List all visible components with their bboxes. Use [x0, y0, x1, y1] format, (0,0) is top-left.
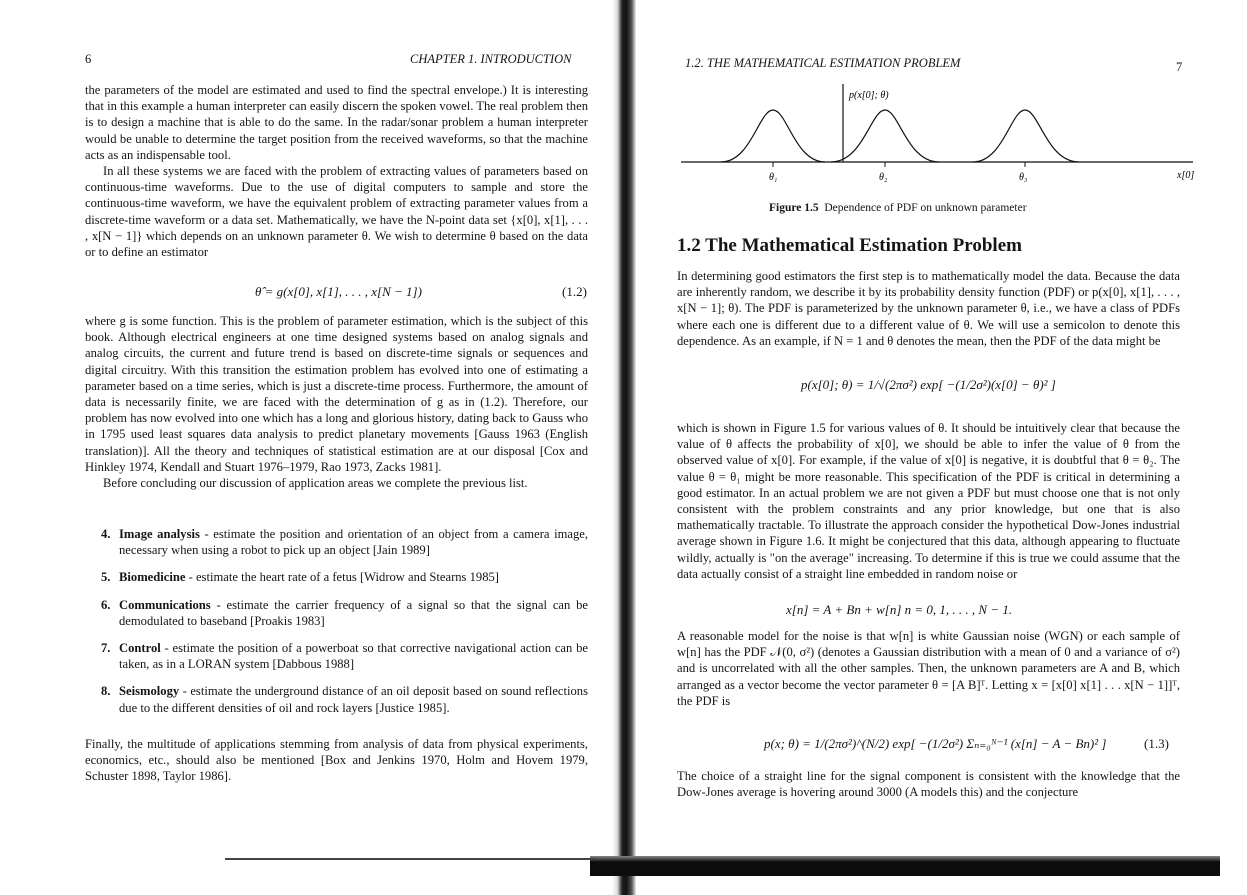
- equation-number: (1.2): [562, 284, 587, 299]
- paragraph: which is shown in Figure 1.5 for various values of θ. It should be intuitively clear that because the value of θ affects the probability of x[0], we should be able to infer the value of θ from the observed value of x[0]. For example, if the value of x[0] is negative, it is doubtful that θ = θ₂. The value θ = θ₁ might be more reasonable. This specification of the PDF is critical in determining a good estimator. In an actual problem we are not given a PDF but must choose one that is not only consistent with the problem constraints and any prior knowledge, but one that is also mathematically tractable. To illustrate the approach consider the hypothetical Dow-Jones industrial average shown in Figure 1.6. It might be conjectured that this data, although appearing to fluctuate wildly, actually is "on the average" increasing. To determine if this is true we could assume that the data actually consist of a straight line embedded in random noise or: [677, 421, 1180, 581]
- equation-pdf: p(x[0]; θ) = 1/√(2πσ²) exp[ −(1/2σ²)(x[0] − θ)² ]: [801, 377, 1056, 392]
- paragraph: The choice of a straight line for the signal component is consistent with the knowledge that the Dow-Jones average is hovering around 3000 (A models this) and the conjecture: [677, 769, 1180, 800]
- list-item-number: 7.: [101, 641, 111, 656]
- figure-1-5: [681, 80, 1201, 190]
- x-axis-label: x[0]: [1177, 170, 1195, 181]
- list-item-title: Communications: [119, 597, 211, 612]
- page-number: 6: [85, 52, 92, 66]
- right-body-lower: [677, 628, 1180, 709]
- right-body-bottom: [677, 768, 1180, 800]
- equation-line-model: x[n] = A + Bn + w[n] n = 0, 1, . . . , N − 1.: [786, 602, 1013, 617]
- application-list: [85, 526, 588, 727]
- tick-label: θ₂: [879, 172, 888, 183]
- section-heading: 1.2 The Mathematical Estimation Problem: [677, 235, 1022, 256]
- left-body-middle: [85, 313, 588, 491]
- equation-1-3: p(x; θ) = 1/(2πσ²)^(N/2) exp[ −(1/2σ²) Σₙ₌₀ᴺ⁻¹ (x[n] − A − Bn)² ]: [764, 736, 1107, 751]
- list-item-number: 5.: [101, 570, 111, 585]
- list-item: [85, 640, 588, 672]
- equation-number: (1.3): [1144, 736, 1169, 751]
- list-item-title: Image analysis: [119, 527, 200, 541]
- right-body-top: [677, 268, 1180, 349]
- list-item-text: - estimate the heart rate of a fetus [Widrow and Stearns 1985]: [185, 570, 499, 585]
- left-page: [0, 0, 612, 895]
- list-item-title: Biomedicine: [119, 570, 186, 585]
- left-body-top: [85, 82, 588, 260]
- pdf-curve-theta2: [831, 110, 939, 162]
- book-binding: [612, 0, 636, 895]
- paragraph: Finally, the multitude of applications stemming from analysis of data from physical experiments, economics, etc., should also be mentioned [Box and Jenkins 1970, Holm and Hovem 1979, Schuster 1898, Taylor 1986].: [85, 737, 588, 784]
- list-item-number: 4.: [101, 527, 111, 541]
- pdf-curve-theta1: [721, 110, 825, 162]
- list-item-text: - estimate the position of a powerboat so that corrective navigational action can be taken, as in a LORAN system [Dabbous 1988]: [119, 641, 588, 672]
- list-item-number: 6.: [101, 597, 111, 612]
- y-axis-label: p(x[0]; θ): [849, 90, 889, 101]
- list-item: [85, 683, 588, 715]
- list-item-title: Control: [119, 641, 161, 656]
- list-item: [85, 597, 588, 629]
- list-item-text: - estimate the carrier frequency of a signal so that the signal can be demodulated to baseband [Proakis 1983]: [119, 597, 588, 628]
- running-head: CHAPTER 1. INTRODUCTION: [410, 52, 572, 66]
- running-head: 1.2. THE MATHEMATICAL ESTIMATION PROBLEM: [685, 56, 961, 70]
- paragraph: the parameters of the model are estimated and used to find the spectral envelope.) It is interesting that in this example a human interpreter can easily discern the spoken vowel. The real problem then is to design a machine that is able to do the same. In the radar/sonar problem a human interpreter would be unable to determine the target position from the received waveforms, so that the machine acts as an indispensable tool.: [85, 83, 588, 162]
- tick-label: θ₃: [1019, 172, 1028, 183]
- right-page: [636, 0, 1247, 895]
- list-item-text: - estimate the underground distance of an oil deposit based on sound reflections due to the different densities of oil and rock layers [Justice 1985].: [119, 684, 588, 715]
- list-item: [85, 526, 588, 558]
- caption-text: Dependence of PDF on unknown parameter: [824, 202, 1027, 214]
- list-item-number: 8.: [101, 684, 111, 699]
- tick-label: θ₁: [769, 172, 778, 183]
- paragraph: In all these systems we are faced with the problem of extracting values of parameters based on continuous-time waveforms. Due to the use of digital computers to sample and store the continuous-time waveform, we have the equivalent problem of extracting parameter values from a discrete-time waveform or a data set. Mathematically, we have the N-point data set {x[0], x[1], . . . , x[N − 1]} which depends on an unknown parameter θ. We wish to determine θ based on the data or to define an estimator: [85, 164, 588, 260]
- left-body-bottom: [85, 736, 588, 785]
- list-item-title: Seismology: [119, 684, 180, 699]
- page-number: 7: [1176, 60, 1183, 74]
- equation-1-2: θ̂ = g(x[0], x[1], . . . , x[N − 1]): [255, 284, 422, 299]
- list-item-text: - estimate the position and orientation of an object from a camera image, necessary when using a robot to pick up an object [Jain 1989]: [119, 527, 588, 558]
- pdf-curve-theta3: [973, 110, 1079, 162]
- paragraph: A reasonable model for the noise is that w[n] is white Gaussian noise (WGN) or each sample of w[n] has the PDF 𝒩(0, σ²) (denotes a Gaussian distribution with a mean of 0 and a variance of σ²) and is uncorrelated with all the other samples. Then, the unknown parameters are A and B, which arranged as a vector become the vector parameter θ = [A B]ᵀ. Letting x = [x[0] x[1] . . . x[N − 1]]ᵀ, the PDF is: [677, 629, 1180, 708]
- caption-label: Figure 1.5: [769, 202, 819, 214]
- paragraph: where g is some function. This is the problem of parameter estimation, which is the subject of this book. Although electrical engineers at one time designed systems based on analog signals and analog circuits, the current and future trend is based on discrete-time signals or sequences and digital circuitry. With this transition the estimation problem has evolved into one of estimating a parameter based on a time series, which is just a discrete-time process. Furthermore, the amount of data is necessarily finite, we are faced with the determination of g as in (1.2). Therefore, our problem has now evolved into one which has a long and glorious history, dating back to Gauss who in 1795 used least squares data analysis to predict planetary movements [Gauss 1963 (English translation)]. All the theory and techniques of statistical estimation are at our disposal [Cox and Hinkley 1974, Kendall and Stuart 1976–1979, Rao 1973, Zacks 1981].: [85, 314, 588, 474]
- figure-caption: [769, 202, 1027, 214]
- list-item: [85, 569, 588, 585]
- paragraph: In determining good estimators the first step is to mathematically model the data. Because the data are inherently random, we describe it by its probability density function (PDF) or p(x[0], x[1], . . . , x[N − 1]; θ). The PDF is parameterized by the unknown parameter θ, i.e., we have a class of PDFs where each one is different due to a different value of θ. We will use a semicolon to denote this dependence. As an example, if N = 1 and θ denotes the mean, then the PDF of the data might be: [677, 269, 1180, 348]
- paragraph: Before concluding our discussion of application areas we complete the previous list.: [103, 476, 528, 491]
- right-body-middle: [677, 420, 1180, 582]
